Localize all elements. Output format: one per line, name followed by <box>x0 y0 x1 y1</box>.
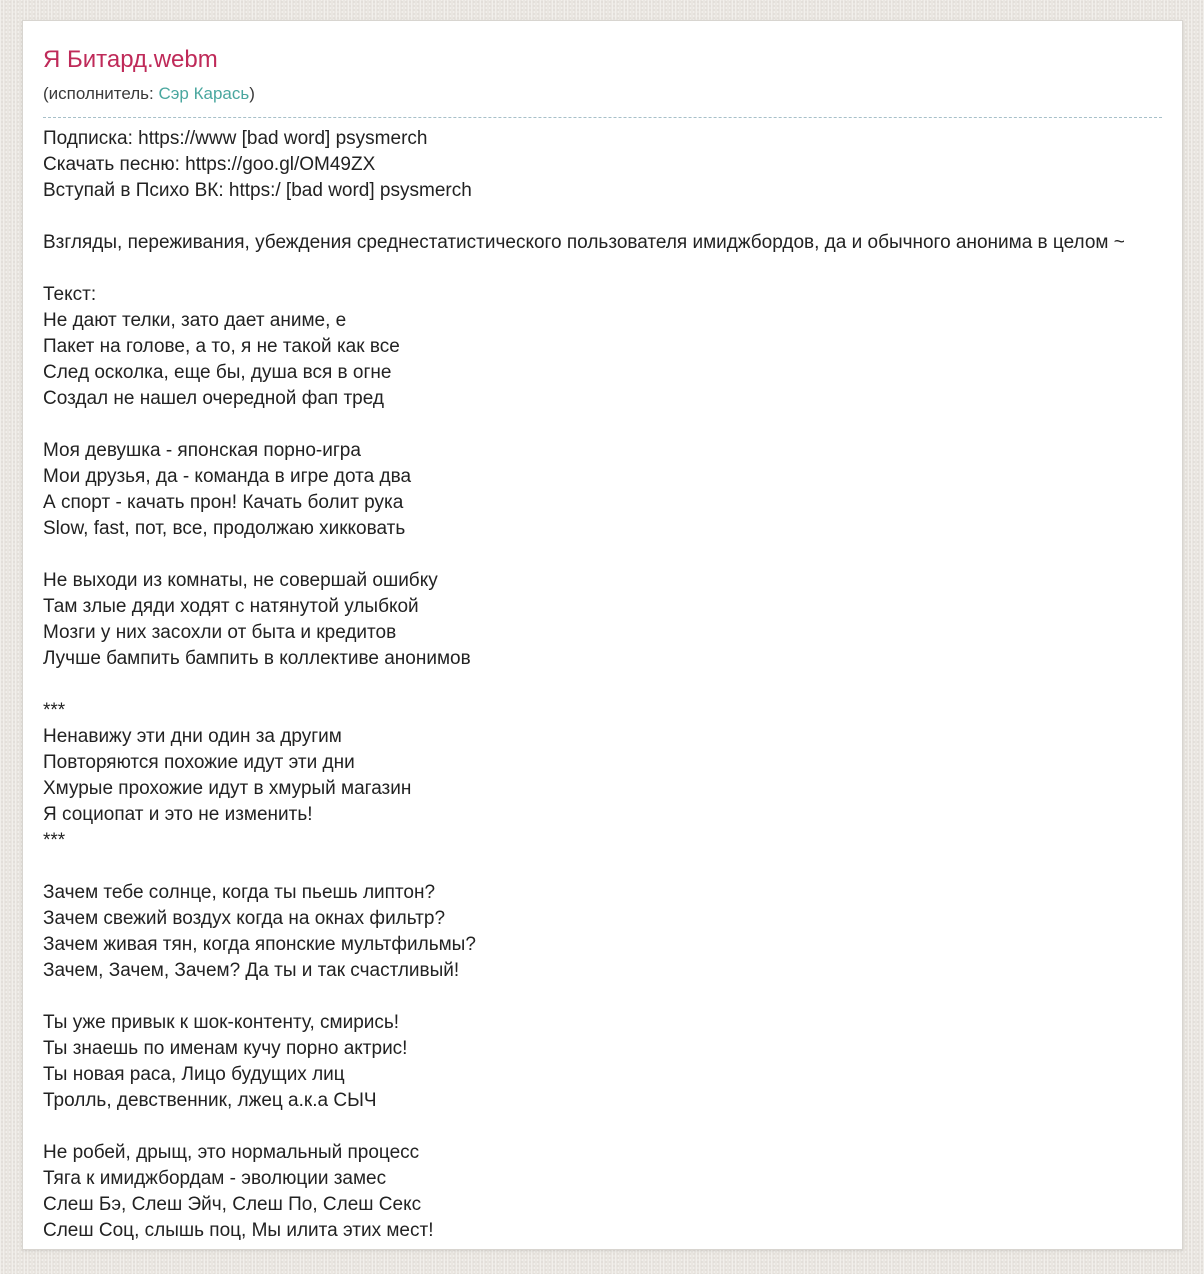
song-title: Я Битард.webm <box>43 46 218 73</box>
lyric-line: Моя девушка - японская порно-игра <box>43 440 361 461</box>
lyric-line: *** <box>43 830 66 851</box>
lyrics-text <box>43 126 1162 1244</box>
lyric-line: Подписка: https://www [bad word] psysmerch <box>43 128 428 149</box>
lyrics-stanza <box>43 880 1162 984</box>
lyric-line: Хмурые прохожие идут в хмурый магазин <box>43 778 412 799</box>
lyric-line: Слеш Бэ, Слеш Эйч, Слеш По, Слеш Секс <box>43 1194 422 1215</box>
lyric-line: Там злые дяди ходят с натянутой улыбкой <box>43 596 419 617</box>
lyric-line: Мои друзья, да - команда в игре дота два <box>43 466 412 487</box>
lyric-line: Зачем живая тян, когда японские мультфильмы? <box>43 934 476 955</box>
lyric-line: Ненавижу эти дни один за другим <box>43 726 342 747</box>
lyrics-card <box>22 20 1183 1250</box>
lyric-line: *** <box>43 700 66 721</box>
lyric-line: А спорт - качать прон! Качать болит рука <box>43 492 404 513</box>
lyric-line: Мозги у них засохли от быта и кредитов <box>43 622 397 643</box>
lyrics-stanza <box>43 568 1162 672</box>
lyric-line: Взгляды, переживания, убеждения среднестатистического пользователя имиджбордов, да и обычного анонима в целом ~ <box>43 232 1125 253</box>
lyric-line: Вступай в Психо ВК: https:/ [bad word] psysmerch <box>43 180 472 201</box>
lyric-line: Пакет на голове, а то, я не такой как все <box>43 336 400 357</box>
artist-label-close: ) <box>249 84 255 103</box>
lyric-line: Не дают телки, зато дает аниме, е <box>43 310 347 331</box>
lyric-line: Тролль, девственник, лжец а.к.а СЫЧ <box>43 1090 377 1111</box>
lyric-line: Тяга к имиджбордам - эволюции замес <box>43 1168 387 1189</box>
lyric-line: Повторяются похожие идут эти дни <box>43 752 355 773</box>
lyrics-stanza <box>43 126 1162 204</box>
artist-link[interactable]: Сэр Карась <box>158 84 250 103</box>
artist-line <box>43 83 1162 105</box>
lyric-line: Не робей, дрыщ, это нормальный процесс <box>43 1142 420 1163</box>
lyric-line: Создал не нашел очередной фап тред <box>43 388 384 409</box>
lyric-line: Я социопат и это не изменить! <box>43 804 313 825</box>
artist-label: (исполнитель: <box>43 84 159 103</box>
lyric-line: Зачем свежий воздух когда на окнах фильтр? <box>43 908 446 929</box>
lyrics-stanza <box>43 230 1162 256</box>
song-header <box>43 45 1162 118</box>
lyric-line: Зачем, Зачем, Зачем? Да ты и так счастливый! <box>43 960 460 981</box>
lyrics-stanza <box>43 1010 1162 1114</box>
lyrics-stanza <box>43 1140 1162 1244</box>
lyrics-stanza <box>43 698 1162 854</box>
lyric-line: Лучше бампить бампить в коллективе анонимов <box>43 648 471 669</box>
lyric-line: Ты новая раса, Лицо будущих лиц <box>43 1064 345 1085</box>
lyric-line: След осколка, еще бы, душа вся в огне <box>43 362 392 383</box>
lyric-line: Не выходи из комнаты, не совершай ошибку <box>43 570 438 591</box>
lyric-line: Slow, fast, пот, все, продолжаю хикковать <box>43 518 406 539</box>
lyric-line: Слеш Соц, слышь поц, Мы илита этих мест! <box>43 1220 434 1241</box>
lyric-line: Зачем тебе солнце, когда ты пьешь липтон? <box>43 882 436 903</box>
lyric-line: Скачать песню: https://goo.gl/OM49ZX <box>43 154 376 175</box>
lyric-line: Ты уже привык к шок-контенту, смирись! <box>43 1012 400 1033</box>
lyrics-stanza <box>43 438 1162 542</box>
lyric-line: Текст: <box>43 284 97 305</box>
lyrics-stanza <box>43 282 1162 412</box>
lyric-line: Ты знаешь по именам кучу порно актрис! <box>43 1038 408 1059</box>
